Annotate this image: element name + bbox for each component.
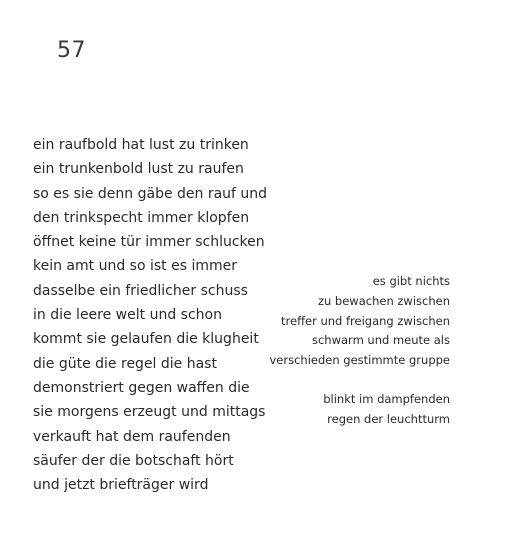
page-number: 57 (57, 38, 86, 63)
side-poem-line: regen der leuchtturm (327, 412, 450, 427)
side-poem-line: verschieden gestimmte gruppe (269, 353, 450, 368)
poem-line: kein amt und so ist es immer (33, 258, 237, 275)
poem-line: säufer der die botschaft hört (33, 452, 234, 469)
side-poem-line: blinkt im dampfenden (323, 392, 450, 407)
main-poem (33, 133, 273, 497)
side-poem-line: schwarm und meute als (311, 333, 450, 348)
poem-line: ein raufbold hat lust zu trinken (33, 137, 249, 153)
side-poem-line: es gibt nichts (372, 274, 450, 288)
poem-line: kommt sie gelaufen die klugheit (33, 331, 259, 348)
poem-line: in die leere welt und schon (33, 307, 222, 324)
poem-line: ein trunkenbold lust zu raufen (33, 161, 244, 178)
poem-line: öffnet keine tür immer schlucken (33, 234, 265, 251)
side-poem-stanza-2 (250, 390, 450, 430)
poem-line: dasselbe ein friedlicher schuss (33, 282, 248, 299)
side-poem-line: zu bewachen zwischen (317, 293, 450, 308)
poem-line: die güte die regel die hast (33, 355, 217, 372)
poem-line: so es sie denn gäbe den rauf und (33, 185, 268, 202)
poem-line: sie morgens erzeugt und mittags (33, 404, 266, 421)
side-poem-stanza-1 (250, 272, 450, 371)
side-poem (250, 272, 450, 430)
poem-line: verkauft hat dem raufenden (33, 428, 231, 445)
side-poem-line: treffer und freigang zwischen (281, 313, 450, 328)
poem-line: den trinkspecht immer klopfen (33, 209, 250, 226)
poem-line: demonstriert gegen waffen die (33, 379, 250, 396)
poem-line: und jetzt briefträger wird (33, 477, 209, 494)
